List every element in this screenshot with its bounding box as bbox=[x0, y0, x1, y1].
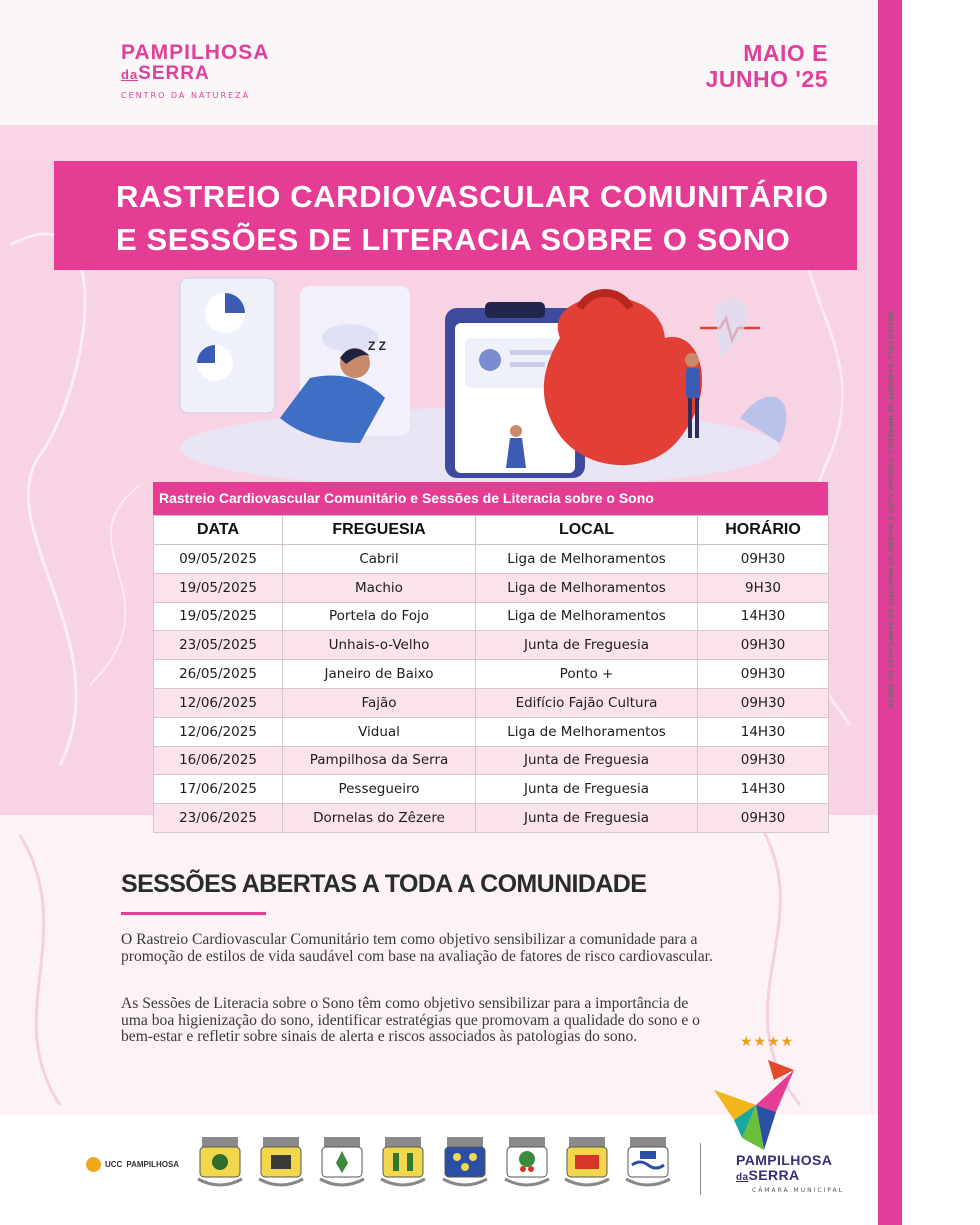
health-illustration bbox=[160, 268, 800, 483]
table-row bbox=[154, 631, 829, 660]
section-divider bbox=[121, 912, 266, 915]
municipal-mark-icon bbox=[704, 1050, 808, 1158]
schedule-title: Rastreio Cardiovascular Comunitário e Sessões de Literacia sobre o Sono bbox=[153, 482, 828, 515]
cell-location: Liga de Melhoramentos bbox=[476, 545, 698, 574]
cell-location: Liga de Melhoramentos bbox=[476, 573, 698, 602]
pampilhosa-logo: PAMPILHOSA daSERRA CENTRO DA NATUREZA bbox=[121, 41, 270, 100]
municipal-subtitle: CÂMARA MUNICIPAL bbox=[752, 1187, 844, 1194]
parish-crest-icon bbox=[563, 1135, 611, 1193]
parish-crest-icon bbox=[257, 1135, 305, 1193]
cell-date: 19/05/2025 bbox=[154, 602, 283, 631]
design-credit: DESIGN PELO GABINETE DE IMPRENSA, COMUNICAÇÃO E IMAGEM DO MUNICÍPIO DE PAMPILHOSA DA SERRA bbox=[886, 311, 894, 709]
cell-location: Junta de Freguesia bbox=[476, 631, 698, 660]
cell-date: 16/06/2025 bbox=[154, 746, 283, 775]
screening-description: O Rastreio Cardiovascular Comunitário tem como objetivo sensibilizar a comunidade para a promoção de estilos de vida saudável com base na avaliação de fatores de risco cardiovascular. bbox=[121, 931, 713, 965]
cell-location: Ponto + bbox=[476, 660, 698, 689]
cell-location: Edifício Fajão Cultura bbox=[476, 688, 698, 717]
table-row bbox=[154, 602, 829, 631]
cell-parish: Dornelas do Zêzere bbox=[283, 804, 476, 833]
parish-crest-icon bbox=[624, 1135, 672, 1193]
cell-parish: Unhais-o-Velho bbox=[283, 631, 476, 660]
cell-location: Junta de Freguesia bbox=[476, 746, 698, 775]
table-row bbox=[154, 545, 829, 574]
profile-icon bbox=[479, 349, 501, 371]
cell-parish: Pampilhosa da Serra bbox=[283, 746, 476, 775]
cell-date: 09/05/2025 bbox=[154, 545, 283, 574]
cell-parish: Janeiro de Baixo bbox=[283, 660, 476, 689]
cell-time: 14H30 bbox=[698, 717, 829, 746]
parish-crest-icon bbox=[441, 1135, 489, 1193]
parish-crest-icon bbox=[379, 1135, 427, 1193]
cell-location: Liga de Melhoramentos bbox=[476, 602, 698, 631]
cell-time: 9H30 bbox=[698, 573, 829, 602]
sleep-sessions-description: As Sessões de Literacia sobre o Sono têm como objetivo sensibilizar para a importância de uma boa higienização do sono, identificar estratégias que promovam a qualidade do sono e o bem-estar e refletir sobre sinais de alerta e riscos associados às patologias do sono. bbox=[121, 995, 700, 1045]
parish-crest-icon bbox=[196, 1135, 244, 1193]
page-title: RASTREIO CARDIOVASCULAR COMUNITÁRIO E SESSÕES DE LITERACIA SOBRE O SONO bbox=[116, 179, 829, 257]
cell-date: 12/06/2025 bbox=[154, 717, 283, 746]
cell-date: 19/05/2025 bbox=[154, 573, 283, 602]
column-header-parish: FREGUESIA bbox=[283, 516, 476, 545]
section-heading: SESSÕES ABERTAS A TODA A COMUNIDADE bbox=[121, 870, 647, 898]
cell-time: 14H30 bbox=[698, 602, 829, 631]
cell-parish: Machio bbox=[283, 573, 476, 602]
table-row bbox=[154, 717, 829, 746]
doctor-figure bbox=[686, 368, 700, 398]
rating-stars: ★★★★ bbox=[740, 1034, 795, 1050]
cell-date: 26/05/2025 bbox=[154, 660, 283, 689]
doctor-head bbox=[685, 353, 699, 367]
table-row bbox=[154, 660, 829, 689]
table-row bbox=[154, 573, 829, 602]
table-header-row bbox=[154, 516, 829, 545]
cell-location: Junta de Freguesia bbox=[476, 775, 698, 804]
cell-parish: Fajão bbox=[283, 688, 476, 717]
cell-parish: Pessegueiro bbox=[283, 775, 476, 804]
cell-date: 23/06/2025 bbox=[154, 804, 283, 833]
title-banner bbox=[54, 161, 857, 270]
period-label: MAIO E JUNHO '25 bbox=[705, 40, 828, 92]
column-header-date: DATA bbox=[154, 516, 283, 545]
cell-parish: Cabril bbox=[283, 545, 476, 574]
sleep-z-icon: Z Z bbox=[368, 339, 386, 353]
cell-date: 12/06/2025 bbox=[154, 688, 283, 717]
cell-time: 09H30 bbox=[698, 660, 829, 689]
column-header-location: LOCAL bbox=[476, 516, 698, 545]
cell-time: 09H30 bbox=[698, 746, 829, 775]
cell-date: 23/05/2025 bbox=[154, 631, 283, 660]
schedule-table-block bbox=[153, 482, 828, 833]
cell-time: 14H30 bbox=[698, 775, 829, 804]
footer-divider bbox=[700, 1143, 701, 1195]
cell-location: Junta de Freguesia bbox=[476, 804, 698, 833]
cell-time: 09H30 bbox=[698, 688, 829, 717]
cell-time: 09H30 bbox=[698, 545, 829, 574]
cell-time: 09H30 bbox=[698, 804, 829, 833]
column-header-time: HORÁRIO bbox=[698, 516, 829, 545]
cell-parish: Vidual bbox=[283, 717, 476, 746]
ucc-logo: UCC PAMPILHOSA bbox=[86, 1157, 179, 1172]
schedule-table bbox=[153, 515, 829, 833]
table-row bbox=[154, 804, 829, 833]
municipal-logo-text: PAMPILHOSA daSERRA bbox=[736, 1152, 833, 1183]
sun-icon bbox=[86, 1157, 101, 1172]
cell-time: 09H30 bbox=[698, 631, 829, 660]
table-row bbox=[154, 775, 829, 804]
table-row bbox=[154, 688, 829, 717]
table-row bbox=[154, 746, 829, 775]
cell-parish: Portela do Fojo bbox=[283, 602, 476, 631]
heart-icon bbox=[544, 297, 702, 465]
parish-crest-icon bbox=[318, 1135, 366, 1193]
nurse-head bbox=[510, 425, 522, 437]
cell-location: Liga de Melhoramentos bbox=[476, 717, 698, 746]
cell-date: 17/06/2025 bbox=[154, 775, 283, 804]
parish-crest-icon bbox=[503, 1135, 551, 1193]
